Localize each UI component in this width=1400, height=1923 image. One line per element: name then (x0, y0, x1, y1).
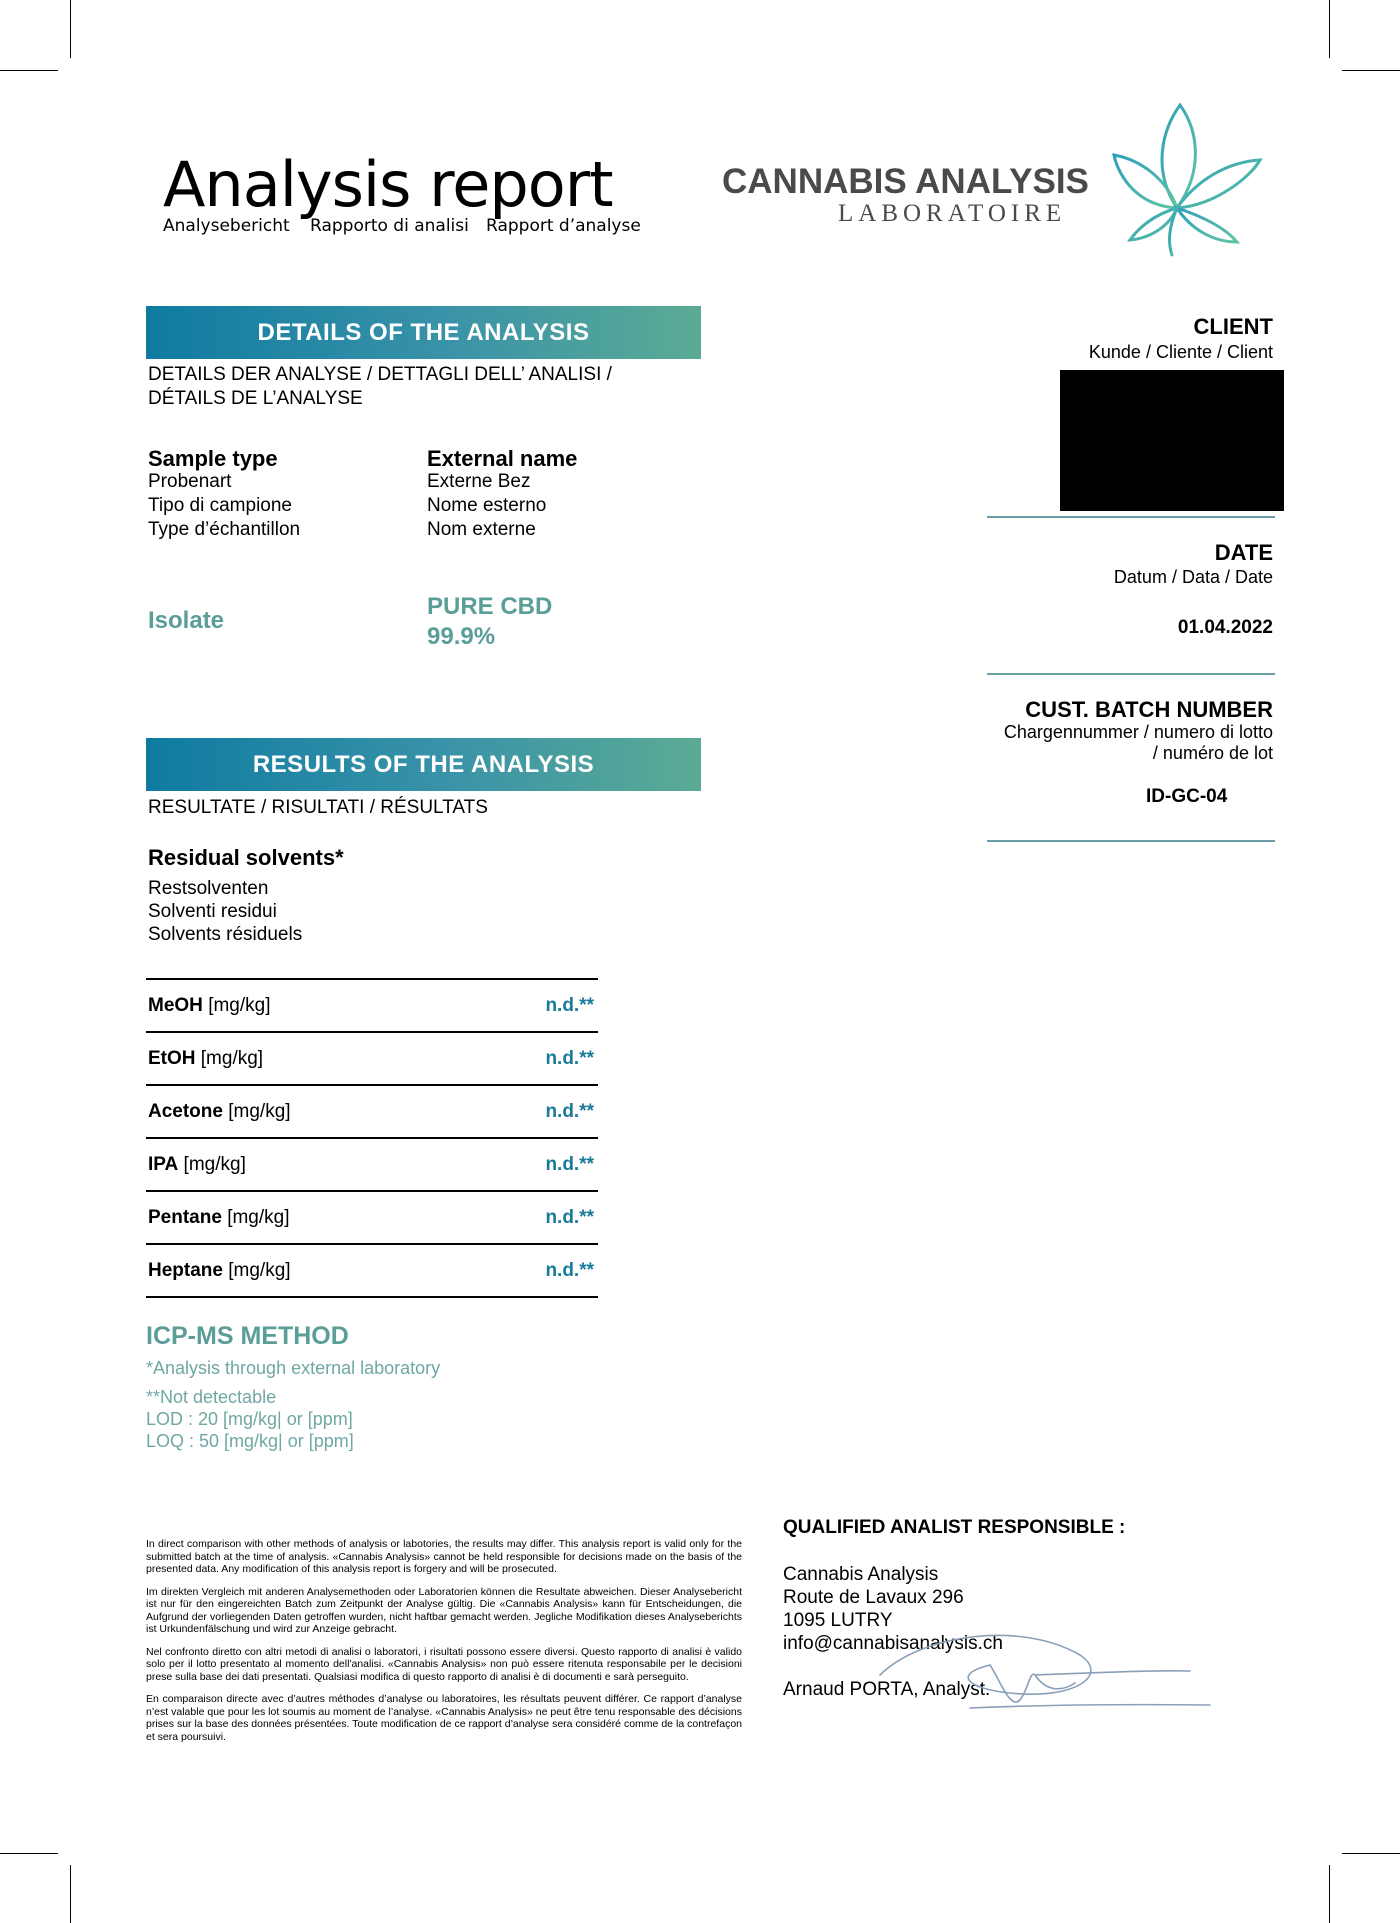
client-translation: Kunde / Cliente / Client (1088, 342, 1273, 362)
note-not-detectable: **Not detectable (146, 1387, 277, 1407)
disclaimer-en: In direct comparison with other methods of analysis or labotories, the results may differ. This analysis report is valid only for the submitted batch at the time of analysis. «Cannabis Analysis» cannot be held responsible for decisions made on the basis of the presented data. Any modification of this analysis report is forgery and will be prosecuted. (146, 1538, 742, 1575)
divider (987, 673, 1275, 675)
results-subtitle: RESULTATE / RISULTATI / RÉSULTATS (148, 797, 488, 818)
analyst-street: Route de Lavaux 296 (783, 1587, 964, 1608)
page-title: Analysis report (163, 148, 613, 221)
page-subtitle-de: Analysebericht (163, 216, 290, 236)
table-row (146, 1243, 598, 1298)
external-name-value: 99.9% (427, 623, 496, 650)
results-banner: RESULTS OF THE ANALYSIS (146, 738, 701, 791)
crop-mark (0, 70, 58, 71)
sample-type-translation: Tipo di campione (148, 495, 292, 516)
solvent-value: n.d.** (545, 1206, 594, 1228)
residual-solvents-translation: Solventi residui (148, 901, 277, 922)
table-row (146, 1190, 598, 1243)
analyst-name: Arnaud PORTA, Analyst. (783, 1679, 991, 1700)
cannabis-leaf-icon (1112, 100, 1264, 260)
solvent-value: n.d.** (545, 1100, 594, 1122)
sample-type-label: Sample type (148, 446, 278, 471)
date-translation: Datum / Data / Date (1113, 567, 1273, 587)
solvent-name: IPA [mg/kg] (148, 1153, 246, 1175)
disclaimer (146, 1538, 742, 1753)
analyst-email: info@cannabisanalysis.ch (783, 1633, 1003, 1654)
date-value: 01.04.2022 (1177, 617, 1273, 638)
residual-solvents-title: Residual solvents* (148, 845, 344, 870)
crop-mark (0, 1853, 58, 1854)
date-label: DATE (1214, 540, 1273, 565)
crop-mark (70, 0, 71, 58)
external-name-translation: Nome esterno (427, 495, 547, 516)
client-label: CLIENT (1193, 314, 1273, 339)
sample-type-translation: Type d’échantillon (148, 519, 301, 540)
logo-name: CANNABIS ANALYSIS (722, 162, 1089, 201)
lod-value: LOD : 20 [mg/kg| or [ppm] (146, 1409, 353, 1429)
crop-mark (1329, 0, 1330, 58)
sample-type-value: Isolate (148, 607, 225, 634)
crop-mark (70, 1865, 71, 1923)
table-row (146, 1084, 598, 1137)
residual-solvents-translation: Solvents résiduels (148, 924, 303, 945)
details-subtitle: DÉTAILS DE L’ANALYSE (148, 388, 363, 409)
signature (860, 1615, 1220, 1715)
divider (987, 840, 1275, 842)
page-subtitle-fr: Rapport d’analyse (486, 216, 641, 236)
solvent-value: n.d.** (545, 994, 594, 1016)
results-table (146, 978, 598, 1298)
table-row (146, 978, 598, 1031)
solvent-value: n.d.** (545, 1259, 594, 1281)
details-banner: DETAILS OF THE ANALYSIS (146, 306, 701, 359)
batch-translation: Chargennummer / numero di lotto (1003, 722, 1273, 742)
solvent-value: n.d.** (545, 1047, 594, 1069)
table-row (146, 1137, 598, 1190)
logo-subtitle: LABORATOIRE (838, 200, 1067, 227)
table-row (146, 1031, 598, 1084)
crop-mark (1342, 1853, 1400, 1854)
solvent-name: EtOH [mg/kg] (148, 1047, 264, 1069)
solvent-value: n.d.** (545, 1153, 594, 1175)
crop-mark (1342, 70, 1400, 71)
solvent-name: Acetone [mg/kg] (148, 1100, 291, 1122)
external-name-label: External name (427, 446, 578, 471)
crop-mark (1329, 1865, 1330, 1923)
solvent-name: Heptane [mg/kg] (148, 1259, 291, 1281)
disclaimer-it: Nel confronto diretto con altri metodi di analisi o laboratori, i risultati possono essere diversi. Questo rapporto di analisi è valido solo per il lotto presentato al momento dell'analisi. «Cannabis Analysis» non può essere ritenuta responsabile per le decisioni prese sulla base dei dati presentati. Qualsiasi modifica di questo rapporto di analisi è di documenti e sarà perseguito. (146, 1645, 742, 1683)
divider (987, 516, 1275, 518)
loq-value: LOQ : 50 [mg/kg| or [ppm] (146, 1431, 354, 1451)
residual-solvents-translation: Restsolventen (148, 878, 269, 899)
analyst-company: Cannabis Analysis (783, 1564, 939, 1585)
disclaimer-de: Im direkten Vergleich mit anderen Analysemethoden oder Laboratorien können die Resultate abweichen. Dieser Analysebericht ist nur für den eingereichten Batch zum Zeitpunkt der Analyse gültig. Die «Cannabis Analysis» kann für Entscheidungen, die Aufgrund der vorliegenden Daten getroffen wurden, nicht haftbar gemacht werden. Jegliche Modifikation dieses Analyseberichts ist Urkundenfälschung und wird zur Anzeige gebracht. (146, 1585, 742, 1635)
solvent-name: Pentane [mg/kg] (148, 1206, 290, 1228)
batch-translation: / numéro de lot (1152, 743, 1273, 763)
analyst-city: 1095 LUTRY (783, 1610, 893, 1631)
analyst-heading: QUALIFIED ANALIST RESPONSIBLE : (783, 1517, 1126, 1538)
batch-label: CUST. BATCH NUMBER (1025, 697, 1273, 722)
disclaimer-fr: En comparaison directe avec d’autres méthodes d’analyse ou laboratoires, les résultats peuvent différer. Ce rapport d’analyse n’est valable que pour les lot soumis au moment de l’analyse. «Cannabis Analysis» ne peut être tenu responsable des décisions prises sur la base des données présentées. Toute modification de ce rapport d’analyse sera considéré comme de la contrefaçon et sera poursuivi. (146, 1693, 742, 1743)
external-name-translation: Externe Bez (427, 471, 531, 492)
batch-value: ID-GC-04 (1146, 786, 1228, 807)
client-redacted-block (1060, 370, 1284, 511)
details-subtitle: DETAILS DER ANALYSE / DETTAGLI DELL’ ANALISI / (148, 364, 612, 385)
external-name-translation: Nom externe (427, 519, 536, 540)
page-subtitle-it: Rapporto di analisi (310, 216, 469, 236)
external-name-value: PURE CBD (427, 593, 553, 620)
method-title: ICP-MS METHOD (146, 1322, 349, 1350)
sample-type-translation: Probenart (148, 471, 232, 492)
solvent-name: MeOH [mg/kg] (148, 994, 271, 1016)
note-external: *Analysis through external laboratory (146, 1358, 441, 1378)
